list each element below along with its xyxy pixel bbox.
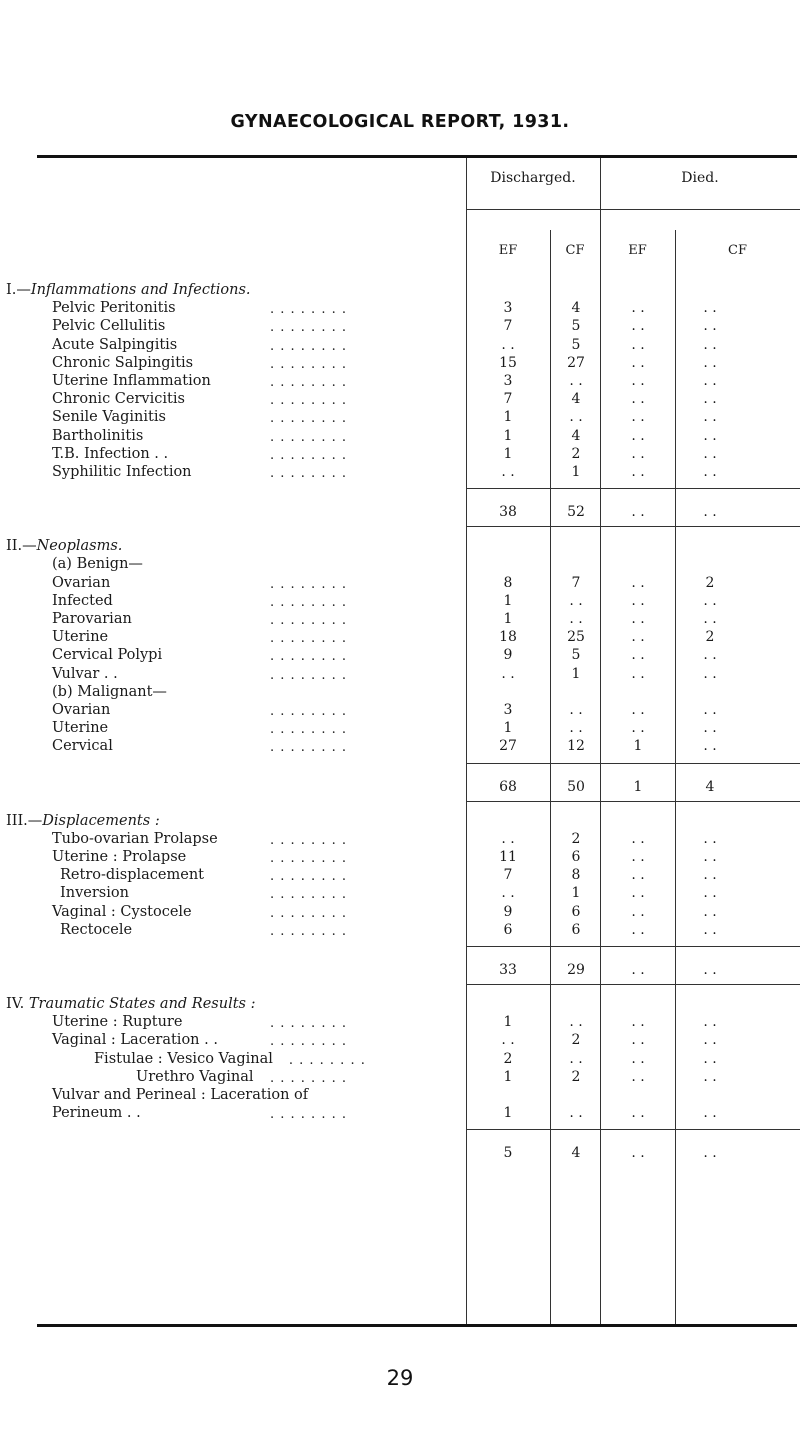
header-rule xyxy=(466,209,800,210)
table-cell: 5 xyxy=(571,336,581,353)
table-cell: 2 xyxy=(571,830,581,847)
row-label: Vaginal : Laceration . . xyxy=(52,1032,218,1049)
total-cell: . . xyxy=(703,962,717,978)
table-cell: . . xyxy=(703,647,717,664)
row-label: Chronic Cervicitis xyxy=(52,391,185,408)
table-cell: 2 xyxy=(705,574,715,591)
leader-dots: . . . . . . . . xyxy=(270,649,347,665)
header-died: Died. xyxy=(681,170,719,186)
column-rule xyxy=(466,158,467,1324)
row-label: Infected xyxy=(52,592,113,609)
total-cell: 50 xyxy=(567,778,585,795)
total-cell: 29 xyxy=(567,962,585,978)
row-label: Parovarian xyxy=(52,611,132,627)
total-cell: 1 xyxy=(633,778,643,795)
table-cell: . . xyxy=(631,354,645,371)
section-heading xyxy=(6,813,160,830)
table-cell: . . xyxy=(703,665,717,682)
row-label: Cervical Polypi xyxy=(52,647,163,664)
table-cell: 3 xyxy=(503,373,513,389)
table-cell: . . xyxy=(703,464,717,480)
table-cell: 8 xyxy=(503,574,513,591)
row-label: Urethro Vaginal xyxy=(136,1068,254,1085)
table-cell: . . xyxy=(631,464,645,480)
table-cell: 9 xyxy=(503,903,513,920)
leader-dots: . . . . . . . . xyxy=(270,740,347,756)
subheader-ef: EF xyxy=(628,243,647,258)
table-cell: . . xyxy=(703,427,717,444)
table-cell: . . xyxy=(703,702,717,718)
table-cell: . . xyxy=(703,354,717,371)
leader-dots: . . . . . . . . xyxy=(270,302,347,318)
table-cell: . . xyxy=(631,921,645,938)
leader-dots: . . . . . . . . xyxy=(270,923,347,939)
total-cell: 4 xyxy=(571,1145,581,1162)
total-cell: . . xyxy=(631,504,645,521)
table-cell: 7 xyxy=(503,867,513,884)
table-cell: . . xyxy=(631,611,645,627)
leader-dots: . . . . . . . . xyxy=(270,704,347,719)
table-cell: 9 xyxy=(503,647,513,664)
table-cell: 6 xyxy=(571,921,581,938)
section-number: II.— xyxy=(6,538,37,555)
section-title: Displacements : xyxy=(42,812,160,829)
table-cell: . . xyxy=(703,409,717,426)
table-cell: 1 xyxy=(503,1014,513,1031)
table-cell: . . xyxy=(631,702,645,718)
table-cell: . . xyxy=(569,1105,583,1122)
row-label: Ovarian xyxy=(52,574,111,591)
table-cell: . . xyxy=(569,720,583,737)
table-cell: . . xyxy=(631,903,645,920)
leader-dots: . . . . . . . . xyxy=(270,1070,347,1086)
table-cell: . . xyxy=(703,373,717,389)
page-number: 29 xyxy=(386,1366,414,1390)
table-cell: . . xyxy=(631,427,645,444)
leader-dots: . . . . . . . . xyxy=(270,447,347,463)
leader-dots: . . . . . . . . xyxy=(270,429,347,445)
leader-dots: . . . . . . . . xyxy=(270,375,347,390)
row-label: Vaginal : Cystocele xyxy=(52,903,192,920)
table-cell: . . xyxy=(631,1105,645,1122)
leader-dots: . . . . . . . . xyxy=(270,667,347,683)
table-cell: 1 xyxy=(571,665,581,682)
table-cell: 11 xyxy=(499,849,517,865)
row-label: Pelvic Peritonitis xyxy=(52,300,176,317)
table-cell: . . xyxy=(631,574,645,591)
row-label: Syphilitic Infection xyxy=(52,464,192,480)
leader-dots: . . . . . . . . xyxy=(270,1016,347,1032)
table-cell: . . xyxy=(631,867,645,884)
total-cell: . . xyxy=(631,962,645,978)
section-number: III.— xyxy=(6,812,43,829)
row-label: Cervical xyxy=(52,738,113,755)
table-cell: 1 xyxy=(503,1068,513,1085)
table-cell: 1 xyxy=(503,409,513,426)
row-label: Vulvar . . xyxy=(52,665,118,682)
leader-dots: . . . . . . . . xyxy=(270,851,347,866)
row-label: T.B. Infection . . xyxy=(52,445,169,462)
leader-dots: . . . . . . . . xyxy=(270,869,347,885)
section-title: Traumatic States and Results : xyxy=(28,996,256,1012)
table-cell: . . xyxy=(703,738,717,755)
total-cell: 38 xyxy=(499,504,517,521)
section-heading xyxy=(6,538,122,555)
leader-dots: . . . . . . . . xyxy=(270,393,347,409)
table-cell: . . xyxy=(631,300,645,317)
table-cell: . . xyxy=(569,409,583,426)
section-rule xyxy=(466,526,800,527)
table-cell: . . xyxy=(501,830,515,847)
row-label: Retro-displacement xyxy=(60,867,205,884)
table-cell: 2 xyxy=(503,1050,513,1067)
table-cell: . . xyxy=(631,373,645,389)
table-cell: . . xyxy=(569,592,583,609)
table-cell: 5 xyxy=(571,647,581,664)
leader-dots: . . . . . . . . xyxy=(270,466,347,481)
table-cell: . . xyxy=(631,629,645,646)
table-cell: . . xyxy=(703,849,717,865)
subheader-ef: EF xyxy=(498,243,518,258)
table-cell: . . xyxy=(703,867,717,884)
table-cell: . . xyxy=(631,318,645,335)
table-cell: 5 xyxy=(571,318,581,335)
total-cell: 5 xyxy=(503,1145,513,1162)
table-cell: 3 xyxy=(503,702,513,718)
row-label: Rectocele xyxy=(60,921,133,938)
column-rule xyxy=(550,230,551,1324)
table-cell: . . xyxy=(501,464,515,480)
table-cell: 1 xyxy=(503,445,513,462)
table-cell: . . xyxy=(631,830,645,847)
table-cell: . . xyxy=(703,921,717,938)
table-cell: . . xyxy=(703,903,717,920)
leader-dots: . . . . . . . . xyxy=(270,1107,347,1123)
table-cell: 15 xyxy=(499,354,517,371)
row-label: Tubo-ovarian Prolapse xyxy=(52,830,218,847)
table-cell: 18 xyxy=(499,629,517,646)
table-cell: . . xyxy=(569,702,583,718)
table-cell: . . xyxy=(631,1032,645,1049)
table-cell: 27 xyxy=(567,354,585,371)
subheader-cf: CF xyxy=(728,243,747,258)
table-cell: . . xyxy=(569,1050,583,1067)
total-rule xyxy=(466,1129,800,1130)
table-cell: . . xyxy=(631,445,645,462)
total-cell: . . xyxy=(703,1145,717,1162)
table-cell: . . xyxy=(703,1050,717,1067)
leader-dots: . . . . . . . . xyxy=(270,832,347,848)
table-cell: . . xyxy=(631,885,645,902)
table-cell: . . xyxy=(703,300,717,317)
table-cell: 2 xyxy=(571,445,581,462)
row-label: Perineum . . xyxy=(52,1105,141,1122)
table-cell: 12 xyxy=(567,738,585,755)
table-cell: . . xyxy=(501,336,515,353)
section-title: Neoplasms. xyxy=(36,538,123,555)
total-cell: 52 xyxy=(567,504,585,521)
table-cell: 8 xyxy=(571,867,581,884)
table-cell: . . xyxy=(631,409,645,426)
leader-dots: . . . . . . . . xyxy=(270,613,347,628)
table-cell: . . xyxy=(631,1068,645,1085)
table-cell: . . xyxy=(569,611,583,627)
leader-dots: . . . . . . . . xyxy=(270,594,347,610)
table-cell: 1 xyxy=(503,427,513,444)
table-cell: 7 xyxy=(571,574,581,591)
table-cell: 4 xyxy=(571,391,581,408)
section-rule xyxy=(466,801,800,802)
total-cell: 33 xyxy=(499,962,517,978)
leader-dots: . . . . . . . . xyxy=(270,338,347,354)
section-number: I.— xyxy=(6,282,31,298)
table-cell: 4 xyxy=(571,300,581,317)
row-label: (a) Benign— xyxy=(52,556,143,573)
table-cell: . . xyxy=(703,720,717,737)
table-cell: . . xyxy=(631,592,645,609)
total-cell: . . xyxy=(703,504,717,521)
table-cell: 6 xyxy=(571,903,581,920)
top-rule xyxy=(37,155,797,158)
table-cell: 7 xyxy=(503,318,513,335)
subheader-cf: CF xyxy=(565,243,585,258)
section-number: IV. xyxy=(6,996,29,1012)
table-cell: 1 xyxy=(503,592,513,609)
table-cell: 2 xyxy=(571,1068,581,1085)
leader-dots: . . . . . . . . xyxy=(270,905,347,921)
leader-dots: . . . . . . . . xyxy=(270,576,347,592)
row-label: Bartholinitis xyxy=(52,427,144,444)
total-rule xyxy=(466,488,800,489)
row-label: Uterine : Prolapse xyxy=(52,849,187,865)
row-label: Vulvar and Perineal : Laceration of xyxy=(52,1087,309,1103)
table-cell: . . xyxy=(703,318,717,335)
table-cell: . . xyxy=(631,647,645,664)
total-rule xyxy=(466,763,800,764)
section-heading xyxy=(6,282,251,299)
total-cell: 4 xyxy=(705,778,715,795)
section-rule xyxy=(466,984,800,985)
table-cell: . . xyxy=(501,665,515,682)
leader-dots: . . . . . . . . xyxy=(270,411,347,427)
table-cell: 1 xyxy=(571,885,581,902)
leader-dots: . . . . . . . . xyxy=(270,320,347,336)
table-cell: . . xyxy=(703,1068,717,1085)
table-cell: . . xyxy=(703,611,717,627)
row-label: Uterine xyxy=(52,629,109,646)
table-cell: . . xyxy=(631,720,645,737)
leader-dots: . . . . . . . . xyxy=(270,631,347,647)
row-label: Uterine Inflammation xyxy=(52,373,211,389)
table-cell: . . xyxy=(631,665,645,682)
row-label: Inversion xyxy=(60,885,129,902)
header-discharged: Discharged. xyxy=(490,170,576,186)
table-cell: . . xyxy=(703,592,717,609)
table-cell: 4 xyxy=(571,427,581,444)
row-label: Acute Salpingitis xyxy=(52,336,178,353)
table-cell: 1 xyxy=(571,464,581,480)
table-cell: . . xyxy=(569,1014,583,1031)
table-cell: 6 xyxy=(571,849,581,865)
leader-dots: . . . . . . . . xyxy=(270,356,347,372)
table-cell: 7 xyxy=(503,391,513,408)
table-cell: 1 xyxy=(503,611,513,627)
table-cell: . . xyxy=(631,849,645,865)
page-title: GYNAECOLOGICAL REPORT, 1931. xyxy=(230,112,570,132)
table-cell: . . xyxy=(569,373,583,389)
bottom-rule xyxy=(37,1324,797,1327)
table-cell: . . xyxy=(501,1032,515,1049)
table-cell: . . xyxy=(703,391,717,408)
leader-dots: . . . . . . . . xyxy=(270,722,347,738)
leader-dots: . . . . . . . . xyxy=(270,887,347,903)
leader-dots: . . . . . . . . xyxy=(270,1034,347,1050)
table-cell: 3 xyxy=(503,300,513,317)
table-cell: 6 xyxy=(503,921,513,938)
table-cell: 1 xyxy=(633,738,643,755)
total-cell: 68 xyxy=(499,778,517,795)
table-cell: . . xyxy=(631,1050,645,1067)
column-rule xyxy=(600,158,601,1324)
total-cell: . . xyxy=(631,1145,645,1162)
table-cell: . . xyxy=(631,391,645,408)
row-label: Uterine xyxy=(52,720,109,737)
table-cell: 1 xyxy=(503,1105,513,1122)
row-label: (b) Malignant— xyxy=(52,683,167,700)
row-label: Uterine : Rupture xyxy=(52,1014,183,1031)
table-cell: 1 xyxy=(503,720,513,737)
table-cell: . . xyxy=(631,1014,645,1031)
total-rule xyxy=(466,946,800,947)
table-cell: . . xyxy=(703,445,717,462)
table-cell: . . xyxy=(501,885,515,902)
table-cell: . . xyxy=(703,1014,717,1031)
table-cell: . . xyxy=(703,1032,717,1049)
table-cell: 2 xyxy=(571,1032,581,1049)
section-title: Inflammations and Infections. xyxy=(30,282,251,298)
table-cell: 2 xyxy=(705,629,715,646)
row-label: Ovarian xyxy=(52,702,111,718)
table-cell: . . xyxy=(631,336,645,353)
row-label: Pelvic Cellulitis xyxy=(52,318,166,335)
table-cell: 27 xyxy=(499,738,517,755)
table-cell: . . xyxy=(703,336,717,353)
table-cell: 25 xyxy=(567,629,585,646)
row-label: Fistulae : Vesico Vaginal xyxy=(94,1050,273,1067)
section-heading xyxy=(6,996,255,1013)
leader-dots: . . . . . . . . xyxy=(288,1052,366,1068)
table-cell: . . xyxy=(703,830,717,847)
row-label: Senile Vaginitis xyxy=(52,409,166,426)
table-cell: . . xyxy=(703,885,717,902)
row-label: Chronic Salpingitis xyxy=(52,354,194,371)
column-rule xyxy=(675,230,676,1324)
table-cell: . . xyxy=(703,1105,717,1122)
